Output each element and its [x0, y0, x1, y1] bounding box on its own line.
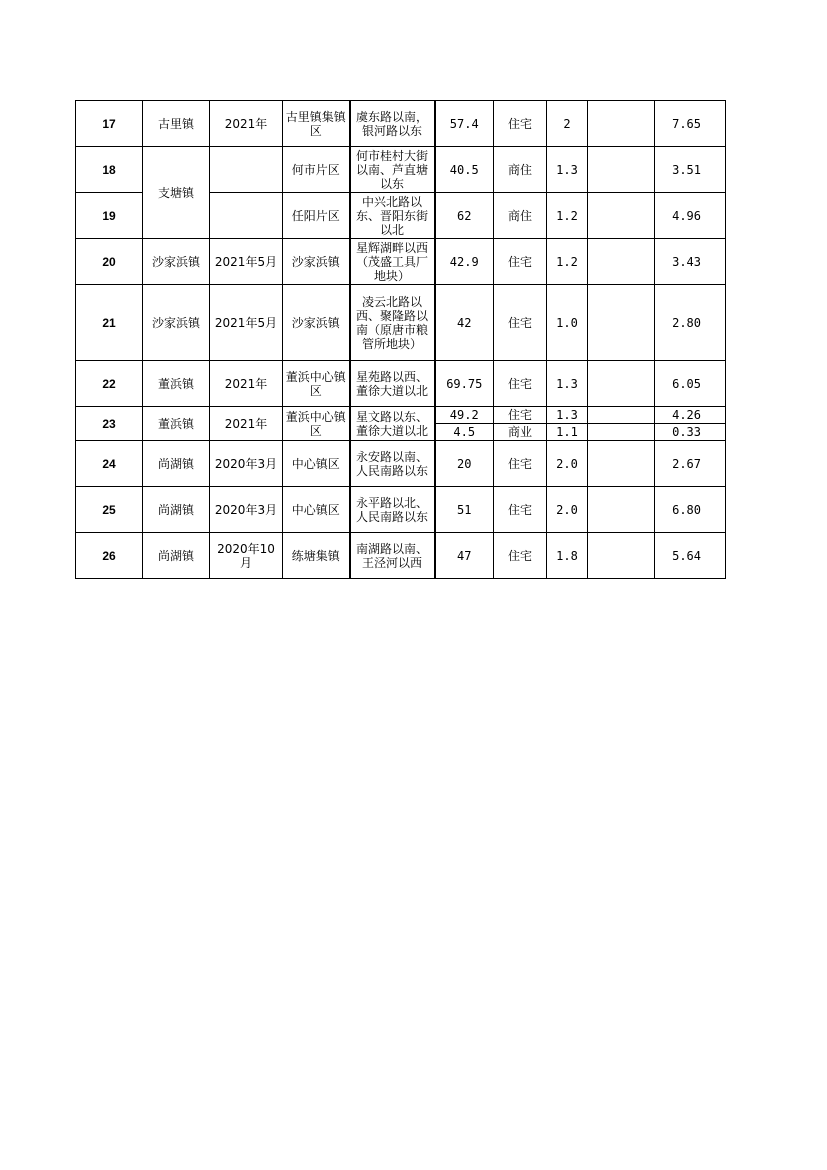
- size-cell: 4.5: [435, 424, 494, 441]
- ratio-cell: 2.0: [547, 441, 588, 487]
- location-cell: 南湖路以南、王泾河以西: [350, 533, 435, 579]
- row-number: 23: [76, 407, 143, 441]
- time-cell: 2021年5月: [210, 239, 283, 285]
- time-cell: 2021年: [210, 407, 283, 441]
- use-cell: 住宅: [494, 285, 547, 361]
- use-cell: 住宅: [494, 533, 547, 579]
- blank-cell: [588, 424, 655, 441]
- area-cell: 古里镇集镇区: [283, 101, 350, 147]
- blank-cell: [588, 407, 655, 424]
- size-cell: 69.75: [435, 361, 494, 407]
- row-number: 26: [76, 533, 143, 579]
- size-cell: 42: [435, 285, 494, 361]
- location-cell: 凌云北路以西、聚隆路以南（原唐市粮管所地块）: [350, 285, 435, 361]
- town-cell: 尚湖镇: [143, 487, 210, 533]
- blank-cell: [588, 441, 655, 487]
- size-cell: 47: [435, 533, 494, 579]
- value-cell: 2.80: [655, 285, 726, 361]
- value-cell: 6.80: [655, 487, 726, 533]
- area-cell: 董浜中心镇区: [283, 407, 350, 441]
- table-row: [76, 407, 726, 424]
- ratio-cell: 1.2: [547, 193, 588, 239]
- location-cell: 星苑路以西、董徐大道以北: [350, 361, 435, 407]
- ratio-cell: 1.2: [547, 239, 588, 285]
- table-row: [76, 533, 726, 579]
- ratio-cell: 1.1: [547, 424, 588, 441]
- location-cell: 虞东路以南，银河路以东: [350, 101, 435, 147]
- value-cell: 4.96: [655, 193, 726, 239]
- table-row: [76, 239, 726, 285]
- time-cell: [210, 147, 283, 193]
- value-cell: 0.33: [655, 424, 726, 441]
- row-number: 19: [76, 193, 143, 239]
- town-cell: 董浜镇: [143, 407, 210, 441]
- ratio-cell: 1.3: [547, 361, 588, 407]
- blank-cell: [588, 147, 655, 193]
- use-cell: 住宅: [494, 361, 547, 407]
- row-number: 24: [76, 441, 143, 487]
- time-cell: 2021年5月: [210, 285, 283, 361]
- town-cell: 支塘镇: [143, 147, 210, 239]
- town-cell: 古里镇: [143, 101, 210, 147]
- size-cell: 57.4: [435, 101, 494, 147]
- use-cell: 住宅: [494, 101, 547, 147]
- time-cell: 2020年10月: [210, 533, 283, 579]
- size-cell: 20: [435, 441, 494, 487]
- time-cell: 2021年: [210, 361, 283, 407]
- use-cell: 住宅: [494, 239, 547, 285]
- value-cell: 5.64: [655, 533, 726, 579]
- row-number: 20: [76, 239, 143, 285]
- table-row: [76, 441, 726, 487]
- area-cell: 任阳片区: [283, 193, 350, 239]
- blank-cell: [588, 487, 655, 533]
- row-number: 18: [76, 147, 143, 193]
- area-cell: 沙家浜镇: [283, 239, 350, 285]
- ratio-cell: 2.0: [547, 487, 588, 533]
- use-cell: 住宅: [494, 407, 547, 424]
- ratio-cell: 1.8: [547, 533, 588, 579]
- use-cell: 商业: [494, 424, 547, 441]
- table-row: [76, 101, 726, 147]
- size-cell: 40.5: [435, 147, 494, 193]
- row-number: 21: [76, 285, 143, 361]
- blank-cell: [588, 193, 655, 239]
- blank-cell: [588, 361, 655, 407]
- time-cell: 2021年: [210, 101, 283, 147]
- value-cell: 3.43: [655, 239, 726, 285]
- blank-cell: [588, 239, 655, 285]
- area-cell: 董浜中心镇区: [283, 361, 350, 407]
- table-row: [76, 147, 726, 193]
- blank-cell: [588, 285, 655, 361]
- location-cell: 永安路以南、人民南路以东: [350, 441, 435, 487]
- ratio-cell: 1.3: [547, 407, 588, 424]
- location-cell: 永平路以北、人民南路以东: [350, 487, 435, 533]
- land-plot-table: [75, 100, 726, 579]
- area-cell: 中心镇区: [283, 441, 350, 487]
- size-cell: 49.2: [435, 407, 494, 424]
- size-cell: 51: [435, 487, 494, 533]
- town-cell: 尚湖镇: [143, 533, 210, 579]
- time-cell: 2020年3月: [210, 441, 283, 487]
- table-row: [76, 285, 726, 361]
- row-number: 25: [76, 487, 143, 533]
- blank-cell: [588, 533, 655, 579]
- use-cell: 商住: [494, 147, 547, 193]
- value-cell: 3.51: [655, 147, 726, 193]
- area-cell: 中心镇区: [283, 487, 350, 533]
- value-cell: 4.26: [655, 407, 726, 424]
- use-cell: 住宅: [494, 441, 547, 487]
- use-cell: 商住: [494, 193, 547, 239]
- location-cell: 星文路以东、董徐大道以北: [350, 407, 435, 441]
- ratio-cell: 2: [547, 101, 588, 147]
- town-cell: 沙家浜镇: [143, 239, 210, 285]
- table-row: [76, 487, 726, 533]
- value-cell: 2.67: [655, 441, 726, 487]
- town-cell: 沙家浜镇: [143, 285, 210, 361]
- location-cell: 中兴北路以东、晋阳东街以北: [350, 193, 435, 239]
- row-number: 22: [76, 361, 143, 407]
- value-cell: 6.05: [655, 361, 726, 407]
- town-cell: 尚湖镇: [143, 441, 210, 487]
- time-cell: [210, 193, 283, 239]
- area-cell: 何市片区: [283, 147, 350, 193]
- ratio-cell: 1.3: [547, 147, 588, 193]
- town-cell: 董浜镇: [143, 361, 210, 407]
- ratio-cell: 1.0: [547, 285, 588, 361]
- area-cell: 沙家浜镇: [283, 285, 350, 361]
- location-cell: 何市桂村大街以南、芦直塘以东: [350, 147, 435, 193]
- table-row: [76, 361, 726, 407]
- row-number: 17: [76, 101, 143, 147]
- size-cell: 42.9: [435, 239, 494, 285]
- value-cell: 7.65: [655, 101, 726, 147]
- size-cell: 62: [435, 193, 494, 239]
- time-cell: 2020年3月: [210, 487, 283, 533]
- area-cell: 练塘集镇: [283, 533, 350, 579]
- use-cell: 住宅: [494, 487, 547, 533]
- location-cell: 星辉湖畔以西（茂盛工具厂地块）: [350, 239, 435, 285]
- blank-cell: [588, 101, 655, 147]
